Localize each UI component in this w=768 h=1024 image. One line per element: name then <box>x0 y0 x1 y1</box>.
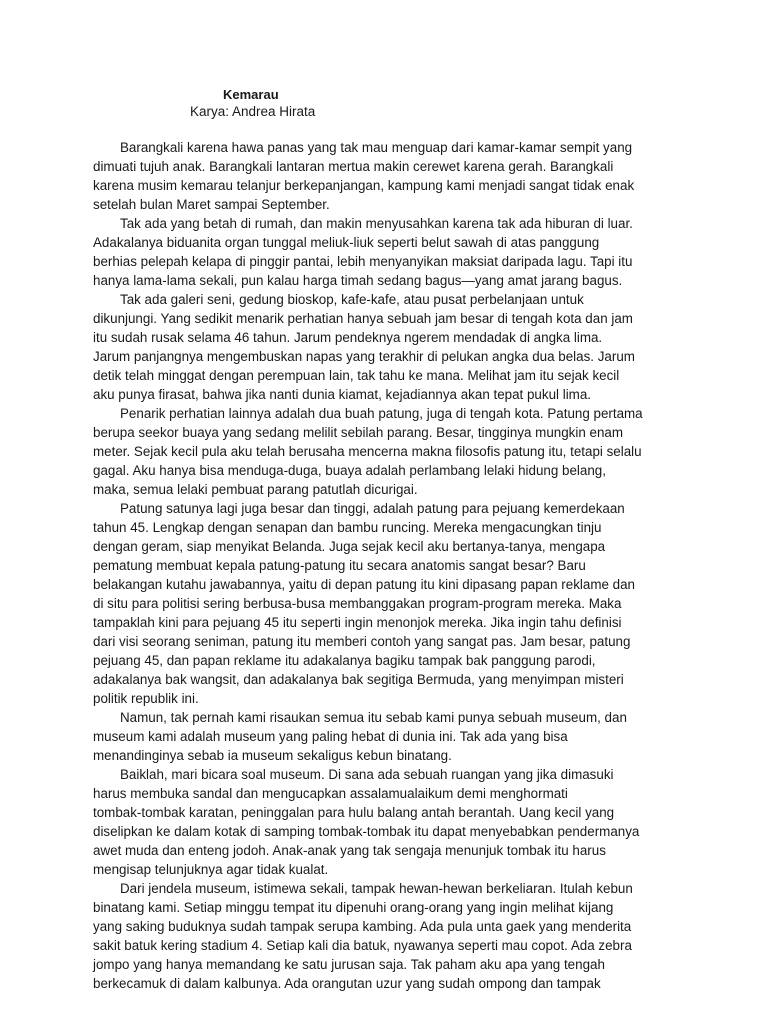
paragraph <box>93 214 653 290</box>
text-line: berhias pelepah kelapa di pinggir pantai, lebih menyanyikan maksiat daripada lagu. Tapi itu <box>93 254 633 269</box>
paragraph <box>93 499 653 708</box>
text-line: belakangan kutahu jawabannya, yaitu di depan patung itu kini dipasang papan reklame dan <box>93 577 635 592</box>
text-line: Penarik perhatian lainnya adalah dua buah patung, juga di tengah kota. Patung pertama <box>120 406 643 421</box>
text-line: hanya lama-lama sekali, pun kalau harga timah sedang bagus—yang amat jarang bagus. <box>93 273 623 288</box>
document-body <box>93 138 653 993</box>
text-line: dengan geram, siap menyikat Belanda. Juga sejak kecil aku bertanya-tanya, mengapa <box>93 539 606 554</box>
text-line: berupa seekor buaya yang sedang melilit sebilah parang. Besar, tingginya mungkin enam <box>93 425 624 440</box>
document-title: Kemarau <box>223 87 279 102</box>
text-line: itu sudah rusak selama 46 tahun. Jarum pendeknya ngerem mendadak di angka lima. <box>93 330 603 345</box>
text-line: jompo yang hanya memandang ke satu jurusan saja. Tak paham aku apa yang tengah <box>93 957 605 972</box>
text-line: detik telah minggat dengan perempuan lain, tak tahu ke mana. Melihat jam itu sejak kecil <box>93 368 620 383</box>
text-line: tampaklah kini para pejuang 45 itu seperti ingin menonjok mereka. Jika ingin tahu definisi <box>93 615 622 630</box>
text-line: tombak-tombak karatan, peninggalan para hulu balang antah berantah. Uang kecil yang <box>93 805 615 820</box>
text-line: Baiklah, mari bicara soal museum. Di sana ada sebuah ruangan yang jika dimasuki <box>120 767 614 782</box>
text-line: tahun 45. Lengkap dengan senapan dan bambu runcing. Mereka mengacungkan tinju <box>93 520 602 535</box>
text-line: dikunjungi. Yang sedikit menarik perhatian hanya sebuah jam besar di tengah kota dan jam <box>93 311 633 326</box>
text-line: politik republik ini. <box>93 691 199 706</box>
text-line: Namun, tak pernah kami risaukan semua itu sebab kami punya sebuah museum, dan <box>120 710 627 725</box>
text-line: pematung membuat kepala patung-patung itu secara anatomis sangat besar? Baru <box>93 558 586 573</box>
text-line: Dari jendela museum, istimewa sekali, tampak hewan-hewan berkeliaran. Itulah kebun <box>120 881 633 896</box>
text-line: yang saking buduknya sudah tampak serupa kambing. Ada pula unta gaek yang menderita <box>93 919 632 934</box>
text-line: pejuang 45, dan papan reklame itu adakalanya bagiku tampak bak panggung parodi, <box>93 653 596 668</box>
text-line: sakit batuk kering stadium 4. Setiap kali dia batuk, nyawanya seperti mau copot. Ada zebra <box>93 938 632 953</box>
paragraph <box>93 290 653 404</box>
text-line: di situ para politisi sering berbusa-busa membanggakan program-program mereka. Maka <box>93 596 622 611</box>
text-line: mengisap telunjuknya agar tidak kualat. <box>93 862 329 877</box>
text-line: binatang kami. Setiap minggu tempat itu dipenuhi orang-orang yang ingin melihat kijang <box>93 900 614 915</box>
text-line: Barangkali karena hawa panas yang tak mau menguap dari kamar-kamar sempit yang <box>120 140 633 155</box>
text-line: dimuati tujuh anak. Barangkali lantaran mertua makin cerewet karena gerah. Barangkali <box>93 159 614 174</box>
text-line: adakalanya bak wangsit, dan adakalanya bak segitiga Bermuda, yang menyimpan misteri <box>93 672 624 687</box>
paragraph <box>93 765 653 879</box>
text-line: Patung satunya lagi juga besar dan tinggi, adalah patung para pejuang kemerdekaan <box>120 501 625 516</box>
text-line: Tak ada yang betah di rumah, dan makin menyusahkan karena tak ada hiburan di luar. <box>120 216 633 231</box>
text-line: awet muda dan enteng jodoh. Anak-anak yang tak sengaja menunjuk tombak itu harus <box>93 843 606 858</box>
paragraph <box>93 708 653 765</box>
text-line: setelah bulan Maret sampai September. <box>93 197 330 212</box>
text-line: diselipkan ke dalam kotak di samping tombak-tombak itu dapat menyebabkan pendermanya <box>93 824 640 839</box>
text-line: meter. Sejak kecil pula aku telah berusaha mencerna makna filosofis patung itu, tetapi selalu <box>93 444 642 459</box>
text-line: karena musim kemarau telanjur berkepanjangan, kampung kami menjadi sangat tidak enak <box>93 178 635 193</box>
text-line: harus membuka sandal dan mengucapkan assalamualaikum demi menghormati <box>93 786 568 801</box>
text-line: maka, semua lelaki pembuat parang patutlah dicurigai. <box>93 482 418 497</box>
text-line: aku punya firasat, bahwa jika nanti dunia kiamat, kejadiannya akan tepat pukul lima. <box>93 387 591 402</box>
text-line: gagal. Aku hanya bisa menduga-duga, buaya adalah perlambang lelaki hidung belang, <box>93 463 606 478</box>
paragraph <box>93 138 653 214</box>
text-line: menandinginya sebab ia museum sekaligus kebun binatang. <box>93 748 452 763</box>
text-line: Adakalanya biduanita organ tunggal meliuk-liuk seperti belut sawah di atas panggung <box>93 235 600 250</box>
text-line: Tak ada galeri seni, gedung bioskop, kafe-kafe, atau pusat perbelanjaan untuk <box>120 292 584 307</box>
text-line: museum kami adalah museum yang paling hebat di dunia ini. Tak ada yang bisa <box>93 729 568 744</box>
paragraph <box>93 404 653 499</box>
text-line: dari visi seorang seniman, patung itu memberi contoh yang sangat pas. Jam besar, patung <box>93 634 631 649</box>
paragraph <box>93 879 653 993</box>
document-author: Karya: Andrea Hirata <box>190 104 316 119</box>
text-line: Jarum panjangnya mengembuskan napas yang terakhir di pelukan angka dua belas. Jarum <box>93 349 635 364</box>
text-line: berkecamuk di dalam kalbunya. Ada orangutan uzur yang sudah ompong dan tampak <box>93 976 601 991</box>
